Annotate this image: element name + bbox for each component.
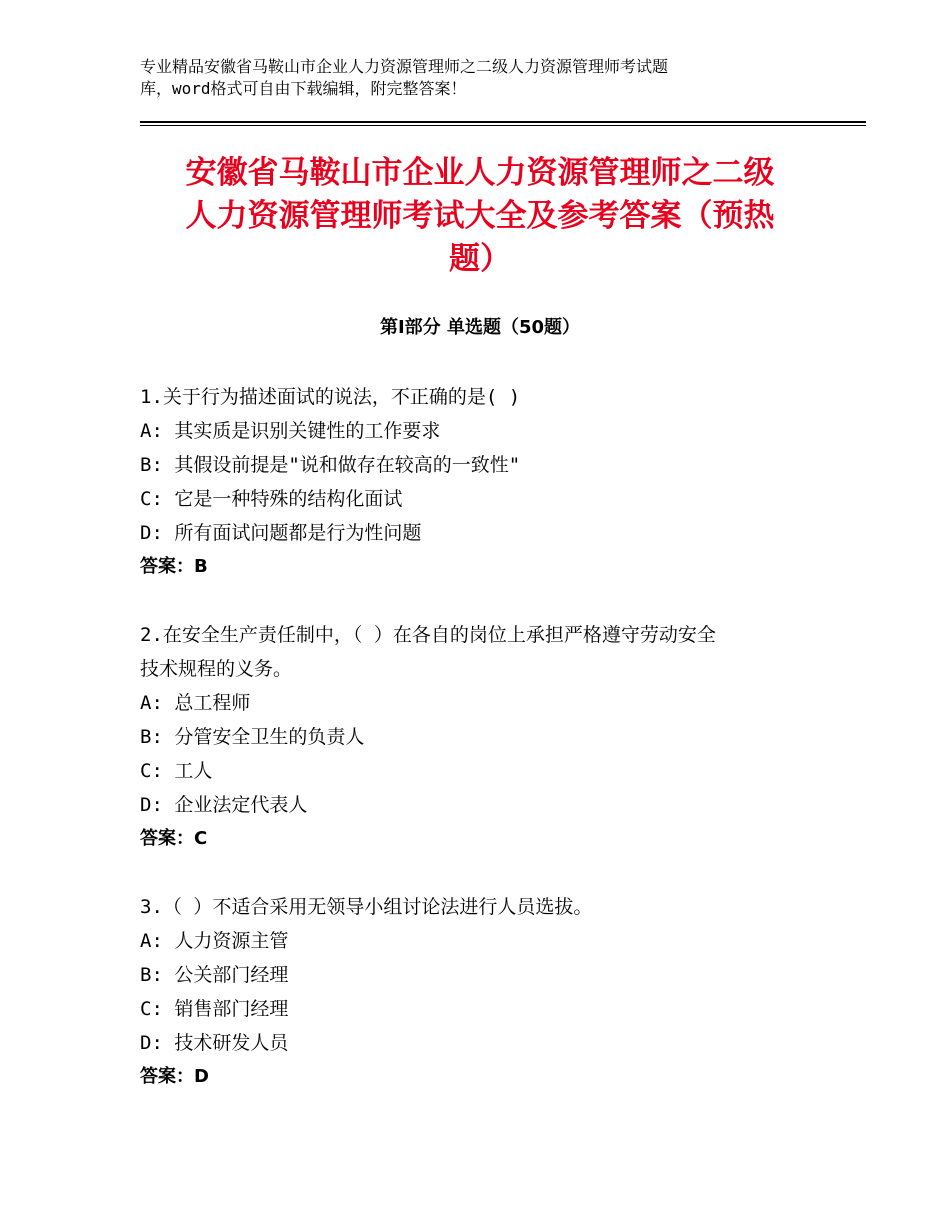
option-b: B: 其假设前提是"说和做存在较高的一致性" — [140, 454, 521, 476]
option-d: D: 所有面试问题都是行为性问题 — [140, 522, 422, 544]
document-title-line-1: 安徽省马鞍山市企业人力资源管理师之二级 — [185, 155, 775, 191]
document-title-line-2: 人力资源管理师考试大全及参考答案（预热 — [185, 198, 775, 234]
option-b: B: 公关部门经理 — [140, 964, 289, 986]
document-title — [140, 152, 820, 281]
question-stem: 3.（ ）不适合采用无领导小组讨论法进行人员选拔。 — [140, 896, 593, 918]
answer-label: 答案：B — [140, 556, 208, 577]
option-a: A: 其实质是识别关键性的工作要求 — [140, 420, 441, 442]
option-c: C: 销售部门经理 — [140, 998, 289, 1020]
question-2 — [140, 618, 820, 856]
option-a: A: 总工程师 — [140, 692, 251, 714]
option-b: B: 分管安全卫生的负责人 — [140, 726, 365, 748]
header-note-line-1: 专业精品安徽省马鞍山市企业人力资源管理师之二级人力资源管理师考试题 — [140, 57, 669, 76]
option-c: C: 工人 — [140, 760, 213, 782]
question-1 — [140, 380, 820, 584]
header-divider-thick — [140, 121, 866, 123]
header-divider-thin — [140, 125, 866, 126]
header-note — [140, 56, 780, 100]
question-list — [140, 380, 820, 1128]
question-stem: 2.在安全生产责任制中，（ ）在各自的岗位上承担严格遵守劳动安全 — [140, 624, 716, 646]
question-stem-continued: 技术规程的义务。 — [140, 658, 293, 680]
option-c: C: 它是一种特殊的结构化面试 — [140, 488, 403, 510]
document-title-line-3: 题） — [449, 241, 511, 277]
question-3 — [140, 890, 820, 1094]
answer-label: 答案：C — [140, 828, 208, 849]
option-d: D: 技术研发人员 — [140, 1032, 289, 1054]
answer-label: 答案：D — [140, 1066, 209, 1087]
option-a: A: 人力资源主管 — [140, 930, 289, 952]
question-stem: 1.关于行为描述面试的说法，不正确的是( ) — [140, 386, 521, 408]
header-note-line-2: 库，word格式可自由下载编辑，附完整答案！ — [140, 79, 467, 98]
section-title: 第Ⅰ部分 单选题（50题） — [379, 317, 580, 338]
option-d: D: 企业法定代表人 — [140, 794, 308, 816]
